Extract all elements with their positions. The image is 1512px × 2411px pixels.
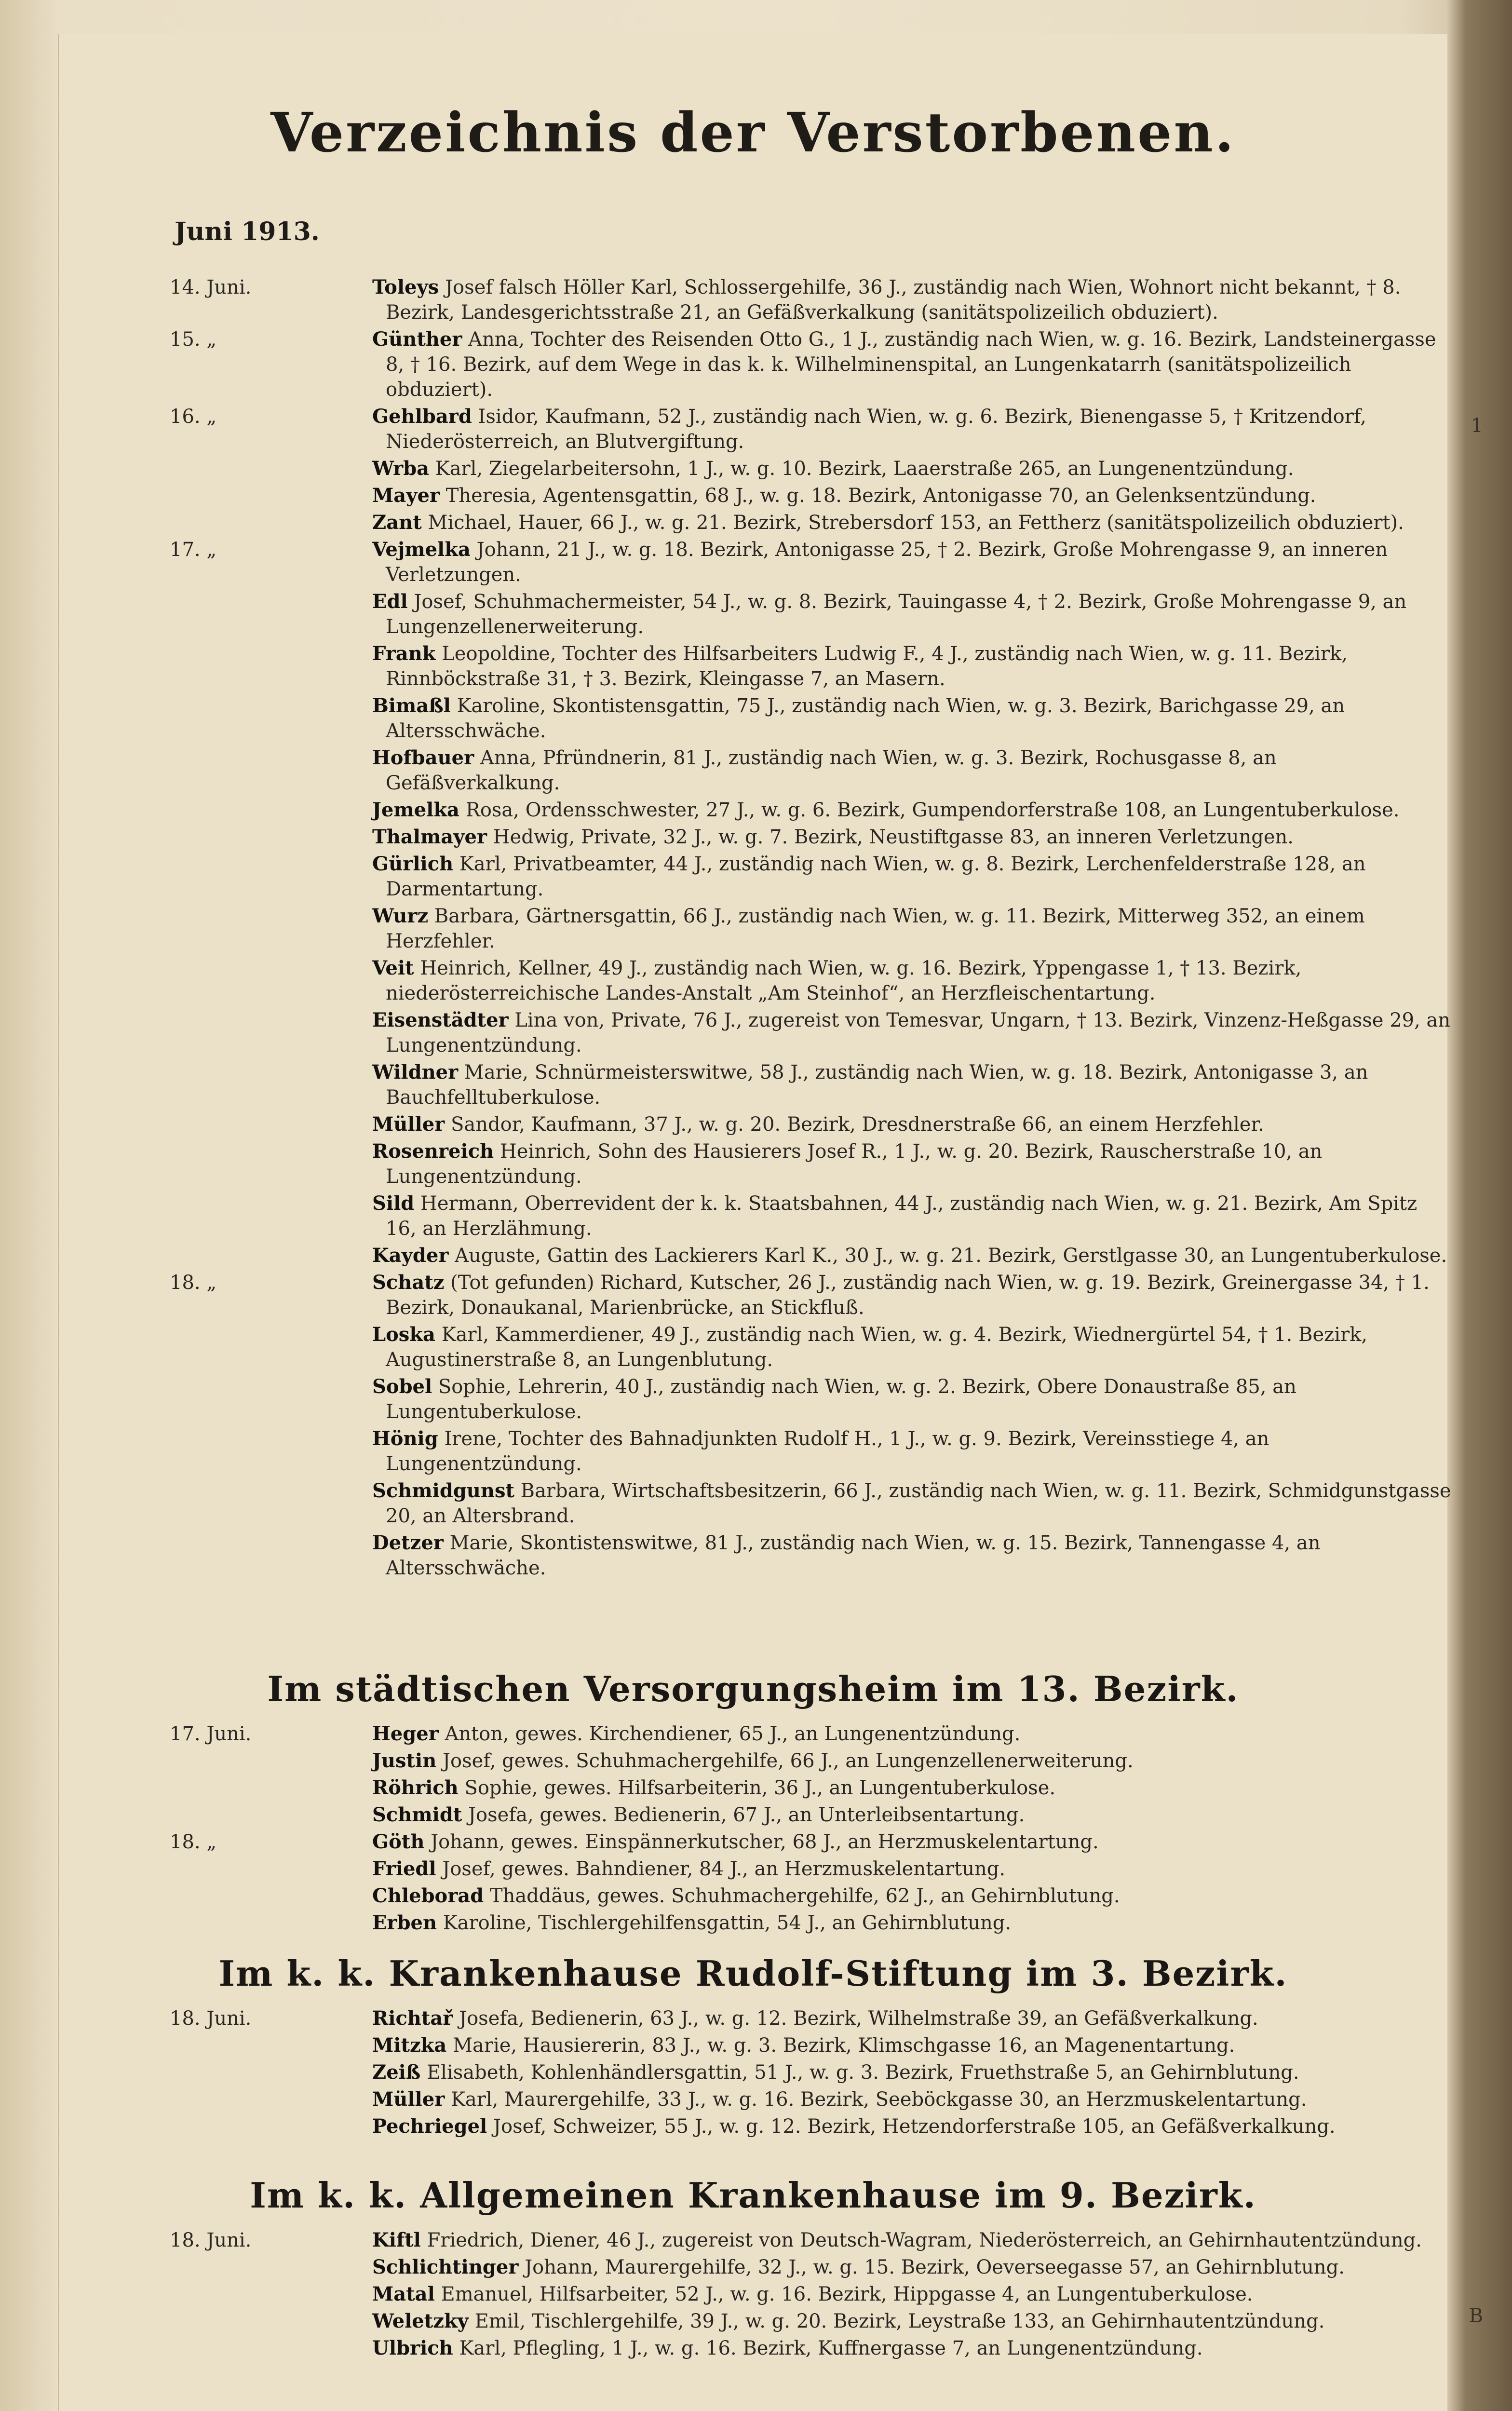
entry-text: Anna, Pfründnerin, 81 J., zuständig nach Wien, w. g. 3. Bezirk, Rochusgasse 8, an Gefäßverkalkung.	[386, 747, 1277, 794]
entry-text: Emil, Tischlergehilfe, 39 J., w. g. 20. Bezirk, Leystraße 133, an Gehirnhautentzündung.	[474, 2310, 1325, 2332]
entry-body	[372, 1829, 1452, 1855]
entry-row	[170, 1374, 1452, 1424]
entry-text: Sophie, Lehrerin, 40 J., zuständig nach Wien, w. g. 2. Bezirk, Obere Donaustraße 85, an Lungentuberkulose.	[386, 1376, 1296, 1423]
entry-surname: Thalmayer	[372, 826, 487, 848]
entry-surname: Vejmelka	[372, 538, 471, 561]
entry-surname: Eisenstädter	[372, 1009, 509, 1031]
entry-text: Hermann, Oberrevident der k. k. Staatsbahnen, 44 J., zuständig nach Wien, w. g. 21. Bezirk, Am Spitz 16, an Herzlähmung.	[386, 1192, 1418, 1240]
entry-text: Theresia, Agentensgattin, 68 J., w. g. 18. Bezirk, Antonigasse 70, an Gelenksentzündung.	[446, 485, 1316, 507]
entry-body	[372, 1856, 1452, 1882]
entry-row	[170, 1721, 1452, 1747]
entry-body	[372, 1060, 1452, 1110]
entry-text: Michael, Hauer, 66 J., w. g. 21. Bezirk, Strebersdorf 153, an Fettherz (sanitätspolizeilich obduziert).	[428, 512, 1404, 534]
entry-body	[372, 852, 1452, 902]
entry-body	[372, 2087, 1452, 2112]
edge-mark-bottom: B	[1469, 2305, 1483, 2327]
entry-row	[170, 1775, 1452, 1801]
entry-row	[170, 1008, 1452, 1058]
entry-body	[372, 2228, 1452, 2253]
entry-row	[170, 641, 1452, 691]
entry-body	[372, 2114, 1452, 2139]
entry-surname: Justin	[372, 1749, 437, 1772]
entry-row	[170, 1856, 1452, 1882]
entry-surname: Wurz	[372, 905, 429, 927]
entry-body	[372, 1426, 1452, 1476]
document-page	[58, 34, 1451, 2411]
entry-body	[372, 693, 1452, 744]
entry-row	[170, 537, 1452, 587]
entry-row	[170, 1478, 1452, 1529]
entry-text: Josef, gewes. Bahndiener, 84 J., an Herzmuskelentartung.	[442, 1858, 1006, 1880]
entry-surname: Pechriegel	[372, 2115, 487, 2138]
entry-surname: Toleys	[372, 276, 439, 298]
entry-text: Sophie, gewes. Hilfsarbeiterin, 36 J., an Lungentuberkulose.	[464, 1777, 1056, 1799]
entry-text: Johann, gewes. Einspännerkutscher, 68 J., an Herzmuskelentartung.	[431, 1831, 1099, 1853]
entry-row	[170, 825, 1452, 850]
entry-text: Rosa, Ordensschwester, 27 J., w. g. 6. Bezirk, Gumpendorferstraße 108, an Lungentuberkulose.	[465, 799, 1400, 821]
entry-body	[372, 904, 1452, 954]
entry-body	[372, 2336, 1452, 2361]
entry-body	[372, 327, 1452, 402]
entry-body	[372, 1802, 1452, 1828]
entry-surname: Hofbauer	[372, 746, 474, 769]
entry-text: Karl, Maurergehilfe, 33 J., w. g. 16. Bezirk, Seeböckgasse 30, an Herzmuskelentartung.	[451, 2088, 1307, 2111]
entry-row	[170, 1531, 1452, 1581]
entry-body	[372, 1721, 1452, 1747]
entry-body	[372, 2006, 1452, 2031]
entry-date: 18. Juni.	[170, 2007, 252, 2030]
entry-text: Karl, Privatbeamter, 44 J., zuständig nach Wien, w. g. 8. Bezirk, Lerchenfelderstraße 128, an Darmentartung.	[386, 853, 1366, 900]
entry-text: Heinrich, Kellner, 49 J., zuständig nach Wien, w. g. 16. Bezirk, Yppengasse 1, † 13. Bezirk, niederösterreichische Landes-Anstalt „Am Steinhof“, an Herzfleischentartung.	[386, 957, 1302, 1004]
entry-surname: Zant	[372, 511, 422, 534]
entry-surname: Edl	[372, 590, 408, 613]
entry-row	[170, 2309, 1452, 2334]
entry-text: Karoline, Tischlergehilfensgattin, 54 J., an Gehirnblutung.	[443, 1912, 1012, 1934]
entry-body	[372, 275, 1452, 325]
section-entries-allgemeines-krankenhaus	[170, 2228, 1452, 2363]
entry-text: Leopoldine, Tochter des Hilfsarbeiters Ludwig F., 4 J., zuständig nach Wien, w. g. 11. Bezirk, Rinnböckstraße 31, † 3. Bezirk, Kleingasse 7, an Masern.	[386, 643, 1348, 690]
entry-row	[170, 2087, 1452, 2112]
section-heading-versorgungsheim: Im städtischen Versorgungsheim im 13. Bezirk.	[267, 1668, 1239, 1709]
entry-surname: Röhrich	[372, 1776, 459, 1799]
entry-text: Josef, Schuhmachermeister, 54 J., w. g. 8. Bezirk, Tauingasse 4, † 2. Bezirk, Große Mohrengasse 9, an Lungenzellenerweiterung.	[386, 591, 1407, 638]
entry-text: Hedwig, Private, 32 J., w. g. 7. Bezirk, Neustiftgasse 83, an inneren Verletzungen.	[493, 826, 1294, 848]
entry-surname: Richtař	[372, 2007, 453, 2030]
entry-row	[170, 1748, 1452, 1774]
entry-body	[372, 1008, 1452, 1058]
entry-row	[170, 1270, 1452, 1320]
entry-row	[170, 327, 1452, 402]
entry-surname: Chleborad	[372, 1884, 484, 1907]
entry-surname: Kiftl	[372, 2229, 421, 2251]
entry-surname: Gürlich	[372, 853, 454, 875]
entry-body	[372, 456, 1452, 481]
entry-surname: Müller	[372, 1113, 445, 1136]
entry-row	[170, 275, 1452, 325]
entry-row	[170, 1191, 1452, 1241]
entry-body	[372, 404, 1452, 454]
entry-text: Karl, Pflegling, 1 J., w. g. 16. Bezirk, Kuffnergasse 7, an Lungenentzündung.	[459, 2337, 1203, 2359]
entry-text: Emanuel, Hilfsarbeiter, 52 J., w. g. 16. Bezirk, Hippgasse 4, an Lungentuberkulose.	[441, 2283, 1253, 2305]
entry-body	[372, 641, 1452, 691]
entry-text: Anton, gewes. Kirchendiener, 65 J., an Lungenentzündung.	[445, 1723, 1021, 1745]
entry-surname: Detzer	[372, 1531, 444, 1554]
entry-row	[170, 2114, 1452, 2139]
entry-row	[170, 798, 1452, 823]
entry-body	[372, 483, 1452, 508]
entry-date: 18. „	[170, 1272, 217, 1294]
entry-surname: Wrba	[372, 457, 430, 480]
entry-date: 17. „	[170, 539, 217, 561]
entry-row	[170, 1802, 1452, 1828]
entry-row	[170, 2060, 1452, 2085]
entry-text: Karoline, Skontistensgattin, 75 J., zuständig nach Wien, w. g. 3. Bezirk, Barichgasse 29, an Altersschwäche.	[386, 695, 1345, 742]
entry-text: Josef, Schweizer, 55 J., w. g. 12. Bezirk, Hetzendorferstraße 105, an Gefäßverkalkung.	[493, 2115, 1336, 2138]
entry-body	[372, 2282, 1452, 2307]
entry-body	[372, 1374, 1452, 1424]
entry-date: 17. Juni.	[170, 1723, 252, 1745]
entry-text: Marie, Schnürmeisterswitwe, 58 J., zuständig nach Wien, w. g. 18. Bezirk, Antonigasse 3, an Bauchfelltuberkulose.	[386, 1061, 1368, 1109]
entry-text: Johann, 21 J., w. g. 18. Bezirk, Antonigasse 25, † 2. Bezirk, Große Mohrengasse 9, an inneren Verletzungen.	[386, 539, 1388, 586]
entry-text: Josef, gewes. Schuhmachergehilfe, 66 J., an Lungenzellenerweiterung.	[443, 1750, 1134, 1772]
entry-row	[170, 1883, 1452, 1909]
entry-body	[372, 1270, 1452, 1320]
entry-date: 18. „	[170, 1831, 217, 1853]
entry-surname: Wildner	[372, 1061, 459, 1084]
entry-body	[372, 1139, 1452, 1189]
entry-surname: Müller	[372, 2088, 445, 2111]
entry-row	[170, 2228, 1452, 2253]
entry-row	[170, 1910, 1452, 1936]
main-entry-list	[170, 275, 1452, 1583]
entry-surname: Loska	[372, 1323, 435, 1346]
entry-row	[170, 404, 1452, 454]
entry-surname: Heger	[372, 1722, 439, 1745]
entry-row	[170, 1426, 1452, 1476]
entry-surname: Matal	[372, 2283, 435, 2305]
entry-row	[170, 2033, 1452, 2058]
entry-date: 16. „	[170, 406, 217, 428]
entry-surname: Bimaßl	[372, 694, 451, 717]
page-title: Verzeichnis der Verstorbenen.	[270, 101, 1236, 164]
entry-date: 15. „	[170, 328, 217, 351]
entry-row	[170, 1112, 1452, 1137]
entry-text: Auguste, Gattin des Lackierers Karl K., 30 J., w. g. 21. Bezirk, Gerstlgasse 30, an Lungentuberkulose.	[455, 1245, 1447, 1267]
entry-row	[170, 589, 1452, 639]
entry-text: Josefa, Bedienerin, 63 J., w. g. 12. Bezirk, Wilhelmstraße 39, an Gefäßverkalkung.	[459, 2007, 1258, 2030]
entry-text: (Tot gefunden) Richard, Kutscher, 26 J., zuständig nach Wien, w. g. 19. Bezirk, Greinergasse 34, † 1. Bezirk, Donaukanal, Marienbrücke, an Stickfluß.	[386, 1272, 1430, 1319]
entry-row	[170, 956, 1452, 1006]
entry-text: Thaddäus, gewes. Schuhmachergehilfe, 62 J., an Gehirnblutung.	[489, 1885, 1120, 1907]
entry-body	[372, 1531, 1452, 1581]
entry-body	[372, 2033, 1452, 2058]
entry-row	[170, 1322, 1452, 1372]
entry-row	[170, 852, 1452, 902]
entry-surname: Jemelka	[372, 799, 459, 821]
entry-row	[170, 693, 1452, 744]
entry-surname: Schatz	[372, 1271, 445, 1294]
entry-surname: Friedl	[372, 1857, 436, 1880]
entry-text: Josef falsch Höller Karl, Schlossergehilfe, 36 J., zuständig nach Wien, Wohnort nicht bekannt, † 8. Bezirk, Landesgerichtsstraße 21, an Gefäßverkalkung (sanitätspolizeilich obduziert).	[386, 276, 1401, 324]
entry-row	[170, 1060, 1452, 1110]
entry-body	[372, 2309, 1452, 2334]
entry-surname: Schmidgunst	[372, 1479, 514, 1502]
section-entries-rudolf-stiftung	[170, 2006, 1452, 2141]
entry-text: Lina von, Private, 76 J., zugereist von Temesvar, Ungarn, † 13. Bezirk, Vinzenz-Heßgasse 29, an Lungenentzündung.	[386, 1009, 1451, 1057]
entry-surname: Frank	[372, 642, 436, 665]
entry-text: Anna, Tochter des Reisenden Otto G., 1 J., zuständig nach Wien, w. g. 16. Bezirk, Landsteinergasse 8, † 16. Bezirk, auf dem Wege in das k. k. Wilhelminenspital, an Lungenkatarrh (sanitätspolizeilich obduziert).	[386, 328, 1436, 401]
entry-row	[170, 2336, 1452, 2361]
entry-body	[372, 825, 1452, 850]
entry-body	[372, 1243, 1452, 1268]
edge-mark-top: 1	[1471, 415, 1483, 437]
entry-text: Barbara, Wirtschaftsbesitzerin, 66 J., zuständig nach Wien, w. g. 11. Bezirk, Schmidgunstgasse 20, an Altersbrand.	[386, 1480, 1451, 1527]
entry-text: Johann, Maurergehilfe, 32 J., w. g. 15. Bezirk, Oeverseegasse 57, an Gehirnblutung.	[525, 2256, 1345, 2278]
entry-row	[170, 2006, 1452, 2031]
entry-surname: Kayder	[372, 1244, 449, 1267]
entry-text: Heinrich, Sohn des Hausierers Josef R., 1 J., w. g. 20. Bezirk, Rauscherstraße 10, an Lungenentzündung.	[386, 1140, 1323, 1188]
entry-surname: Günther	[372, 328, 462, 351]
entry-body	[372, 1883, 1452, 1909]
section-heading-allgemeines-krankenhaus: Im k. k. Allgemeinen Krankenhause im 9. Bezirk.	[250, 2175, 1256, 2216]
entry-row	[170, 1139, 1452, 1189]
entry-body	[372, 798, 1452, 823]
entry-body	[372, 1910, 1452, 1936]
entry-surname: Mitzka	[372, 2034, 447, 2057]
entry-surname: Sobel	[372, 1375, 432, 1398]
entry-text: Isidor, Kaufmann, 52 J., zuständig nach Wien, w. g. 6. Bezirk, Bienengasse 5, † Kritzendorf, Niederösterreich, an Blutvergiftung.	[386, 406, 1366, 453]
entry-row	[170, 483, 1452, 508]
entry-surname: Hönig	[372, 1427, 438, 1450]
month-heading: Juni 1913.	[175, 217, 320, 246]
entry-text: Sandor, Kaufmann, 37 J., w. g. 20. Bezirk, Dresdnerstraße 66, an einem Herzfehler.	[451, 1113, 1264, 1136]
entry-row	[170, 510, 1452, 535]
entry-body	[372, 745, 1452, 796]
entry-body	[372, 537, 1452, 587]
entry-body	[372, 1478, 1452, 1529]
entry-body	[372, 589, 1452, 639]
entry-row	[170, 904, 1452, 954]
entry-row	[170, 1829, 1452, 1855]
entry-text: Josefa, gewes. Bedienerin, 67 J., an Unterleibsentartung.	[468, 1804, 1025, 1826]
entry-text: Irene, Tochter des Bahnadjunkten Rudolf H., 1 J., w. g. 9. Bezirk, Vereinsstiege 4, an Lungenentzündung.	[386, 1428, 1269, 1475]
entry-text: Karl, Ziegelarbeitersohn, 1 J., w. g. 10. Bezirk, Laaerstraße 265, an Lungenentzündung.	[435, 458, 1294, 480]
entry-text: Marie, Skontistenswitwe, 81 J., zuständig nach Wien, w. g. 15. Bezirk, Tannengasse 4, an Altersschwäche.	[386, 1532, 1321, 1579]
entry-surname: Sild	[372, 1192, 415, 1215]
entry-body	[372, 1322, 1452, 1372]
entry-row	[170, 2282, 1452, 2307]
entry-body	[372, 956, 1452, 1006]
section-entries-versorgungsheim	[170, 1721, 1452, 1937]
entry-text: Barbara, Gärtnersgattin, 66 J., zuständig nach Wien, w. g. 11. Bezirk, Mitterweg 352, an einem Herzfehler.	[386, 905, 1365, 952]
entry-text: Marie, Hausiererin, 83 J., w. g. 3. Bezirk, Klimschgasse 16, an Magenentartung.	[453, 2034, 1235, 2057]
entry-row	[170, 2255, 1452, 2280]
entry-body	[372, 510, 1452, 535]
entry-text: Karl, Kammerdiener, 49 J., zuständig nach Wien, w. g. 4. Bezirk, Wiednergürtel 54, † 1. Bezirk, Augustinerstraße 8, an Lungenblutung.	[386, 1324, 1368, 1371]
entry-surname: Erben	[372, 1911, 437, 1934]
entry-surname: Göth	[372, 1830, 425, 1853]
entry-body	[372, 2255, 1452, 2280]
entry-text: Friedrich, Diener, 46 J., zugereist von Deutsch-Wagram, Niederösterreich, an Gehirnhautentzündung.	[427, 2229, 1422, 2251]
section-heading-rudolf-stiftung: Im k. k. Krankenhause Rudolf-Stiftung im 3. Bezirk.	[218, 1953, 1288, 1994]
entry-surname: Zeiß	[372, 2061, 421, 2084]
entry-body	[372, 1191, 1452, 1241]
entry-surname: Schlichtinger	[372, 2256, 519, 2278]
entry-row	[170, 456, 1452, 481]
entry-body	[372, 1775, 1452, 1801]
entry-surname: Schmidt	[372, 1803, 462, 1826]
entry-date: 14. Juni.	[170, 276, 252, 298]
entry-body	[372, 1748, 1452, 1774]
entry-surname: Ulbrich	[372, 2337, 453, 2359]
entry-surname: Mayer	[372, 484, 440, 507]
entry-surname: Veit	[372, 957, 414, 979]
entry-row	[170, 745, 1452, 796]
entry-surname: Weletzky	[372, 2310, 469, 2332]
entry-surname: Rosenreich	[372, 1140, 494, 1163]
entry-surname: Gehlbard	[372, 405, 472, 428]
entry-row	[170, 1243, 1452, 1268]
entry-date: 18. Juni.	[170, 2229, 252, 2251]
entry-body	[372, 1112, 1452, 1137]
entry-body	[372, 2060, 1452, 2085]
entry-text: Elisabeth, Kohlenhändlersgattin, 51 J., w. g. 3. Bezirk, Fruethstraße 5, an Gehirnblutung.	[426, 2061, 1299, 2084]
